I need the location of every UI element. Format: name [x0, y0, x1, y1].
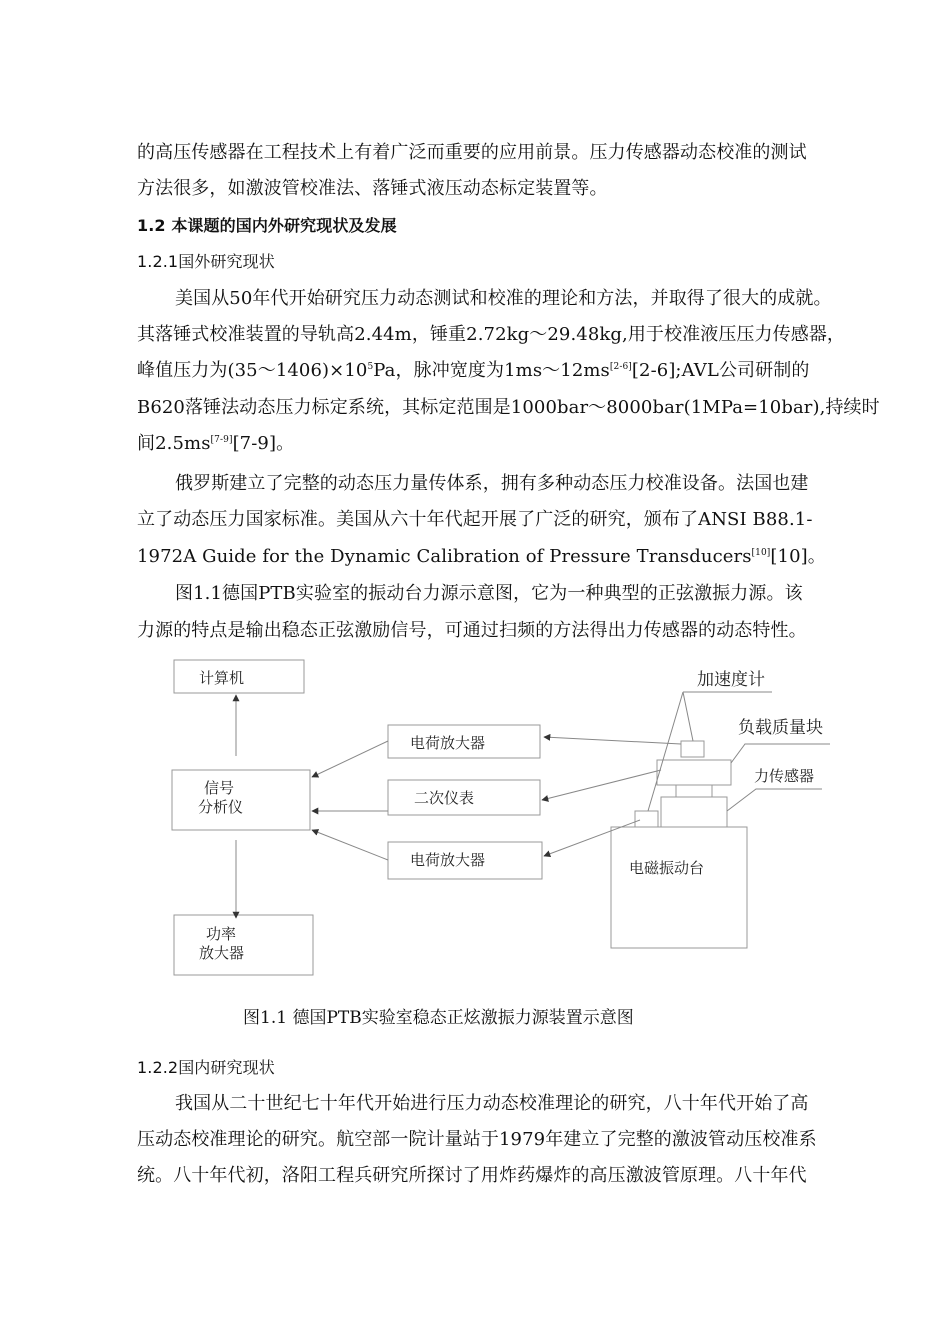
leader-line — [683, 692, 693, 741]
body-text-line: 图1.1德国PTB实验室的振动台力源示意图，它为一种典型的正弦激振力源。该 — [175, 583, 803, 604]
power-amp-label: 放大器 — [199, 944, 245, 962]
body-text-line: 我国从二十世纪七十年代开始进行压力动态校准理论的研究，八十年代开始了高 — [175, 1093, 809, 1114]
body-text-line: 立了动态压力国家标准。美国从六十年代起开展了广泛的研究，颁布了ANSI B88.1- — [137, 509, 813, 530]
shaker-label: 电磁振动台 — [629, 859, 705, 877]
computer-label: 计算机 — [199, 669, 245, 687]
text-span: Pa，脉冲宽度为1ms～12ms — [373, 360, 610, 381]
subsection-heading: 1.2.2国内研究现状 — [137, 1058, 275, 1077]
charge-amp-label: 电荷放大器 — [410, 734, 486, 752]
coupling-block — [676, 785, 712, 797]
accelerometer-label: 加速度计 — [697, 670, 765, 690]
text-span: 峰值压力为(35～1406)×10 — [137, 360, 368, 381]
text-span: [7-9]。 — [232, 433, 295, 454]
section-heading: 1.2 本课题的国内外研究现状及发展 — [137, 216, 397, 235]
arrow-accel-to-amp1 — [544, 737, 681, 744]
subsection-heading: 1.2.1国外研究现状 — [137, 252, 275, 271]
force-sensor-block — [661, 797, 727, 827]
text-span: [2-6];AVL公司研制的 — [631, 360, 810, 381]
shaker-box — [611, 827, 747, 948]
body-text-line: 力源的特点是输出稳态正弦激励信号，可通过扫频的方法得出力传感器的动态特性。 — [137, 620, 807, 641]
text-span: [10]。 — [770, 546, 826, 567]
accelerometer-block — [681, 741, 704, 757]
superscript: 5 — [367, 362, 374, 372]
body-text-line: 的高压传感器在工程技术上有着广泛而重要的应用前景。压力传感器动态校准的测试 — [137, 142, 807, 163]
body-text-line: B620落锤法动态压力标定系统，其标定范围是1000bar～8000bar(1MPa=10bar),持续时 — [137, 397, 880, 418]
load-mass-block — [657, 760, 731, 785]
signal-analyzer-label: 分析仪 — [198, 798, 244, 816]
arrow-force-to-meter — [542, 770, 661, 800]
text-span: 1972A Guide for the Dynamic Calibration of Pressure Transducers — [137, 546, 752, 567]
body-text-line: 美国从50年代开始研究压力动态测试和校准的理论和方法，并取得了很大的成就。 — [175, 288, 832, 309]
load-mass-label: 负载质量块 — [738, 718, 823, 738]
force-sensor-label: 力传感器 — [754, 767, 815, 785]
leader-line — [731, 744, 830, 763]
leader-line — [727, 789, 822, 811]
arrow-amp2-to-analyzer — [312, 830, 388, 860]
reference-accelerometer-block — [635, 811, 658, 827]
body-text-line: 统。八十年代初，洛阳工程兵研究所探讨了用炸药爆炸的高压激波管原理。八十年代 — [137, 1165, 807, 1186]
body-text-line: 俄罗斯建立了完整的动态压力量传体系，拥有多种动态压力校准设备。法国也建 — [175, 473, 809, 494]
power-amp-label: 功率 — [206, 925, 237, 943]
charge-amp-label: 电荷放大器 — [410, 851, 486, 869]
arrow-amp1-to-analyzer — [312, 741, 388, 777]
signal-analyzer-label: 信号 — [204, 779, 235, 797]
text-span: 间2.5ms — [137, 433, 211, 454]
citation-superscript: [10] — [751, 548, 771, 558]
body-text-line: 压动态校准理论的研究。航空部一院计量站于1979年建立了完整的激波管动压校准系 — [137, 1129, 817, 1150]
body-text-line: 其落锤式校准装置的导轨高2.44m，锤重2.72kg～29.48kg,用于校准液压压力传感器， — [137, 324, 846, 345]
citation-superscript: [2-6] — [609, 362, 632, 372]
body-text-line: 方法很多，如激波管校准法、落锤式液压动态标定装置等。 — [137, 178, 608, 199]
figure-caption: 图1.1 德国PTB实验室稳态正炫激振力源装置示意图 — [243, 1008, 634, 1028]
secondary-meter-label: 二次仪表 — [414, 789, 475, 807]
citation-superscript: [7-9] — [210, 435, 233, 445]
